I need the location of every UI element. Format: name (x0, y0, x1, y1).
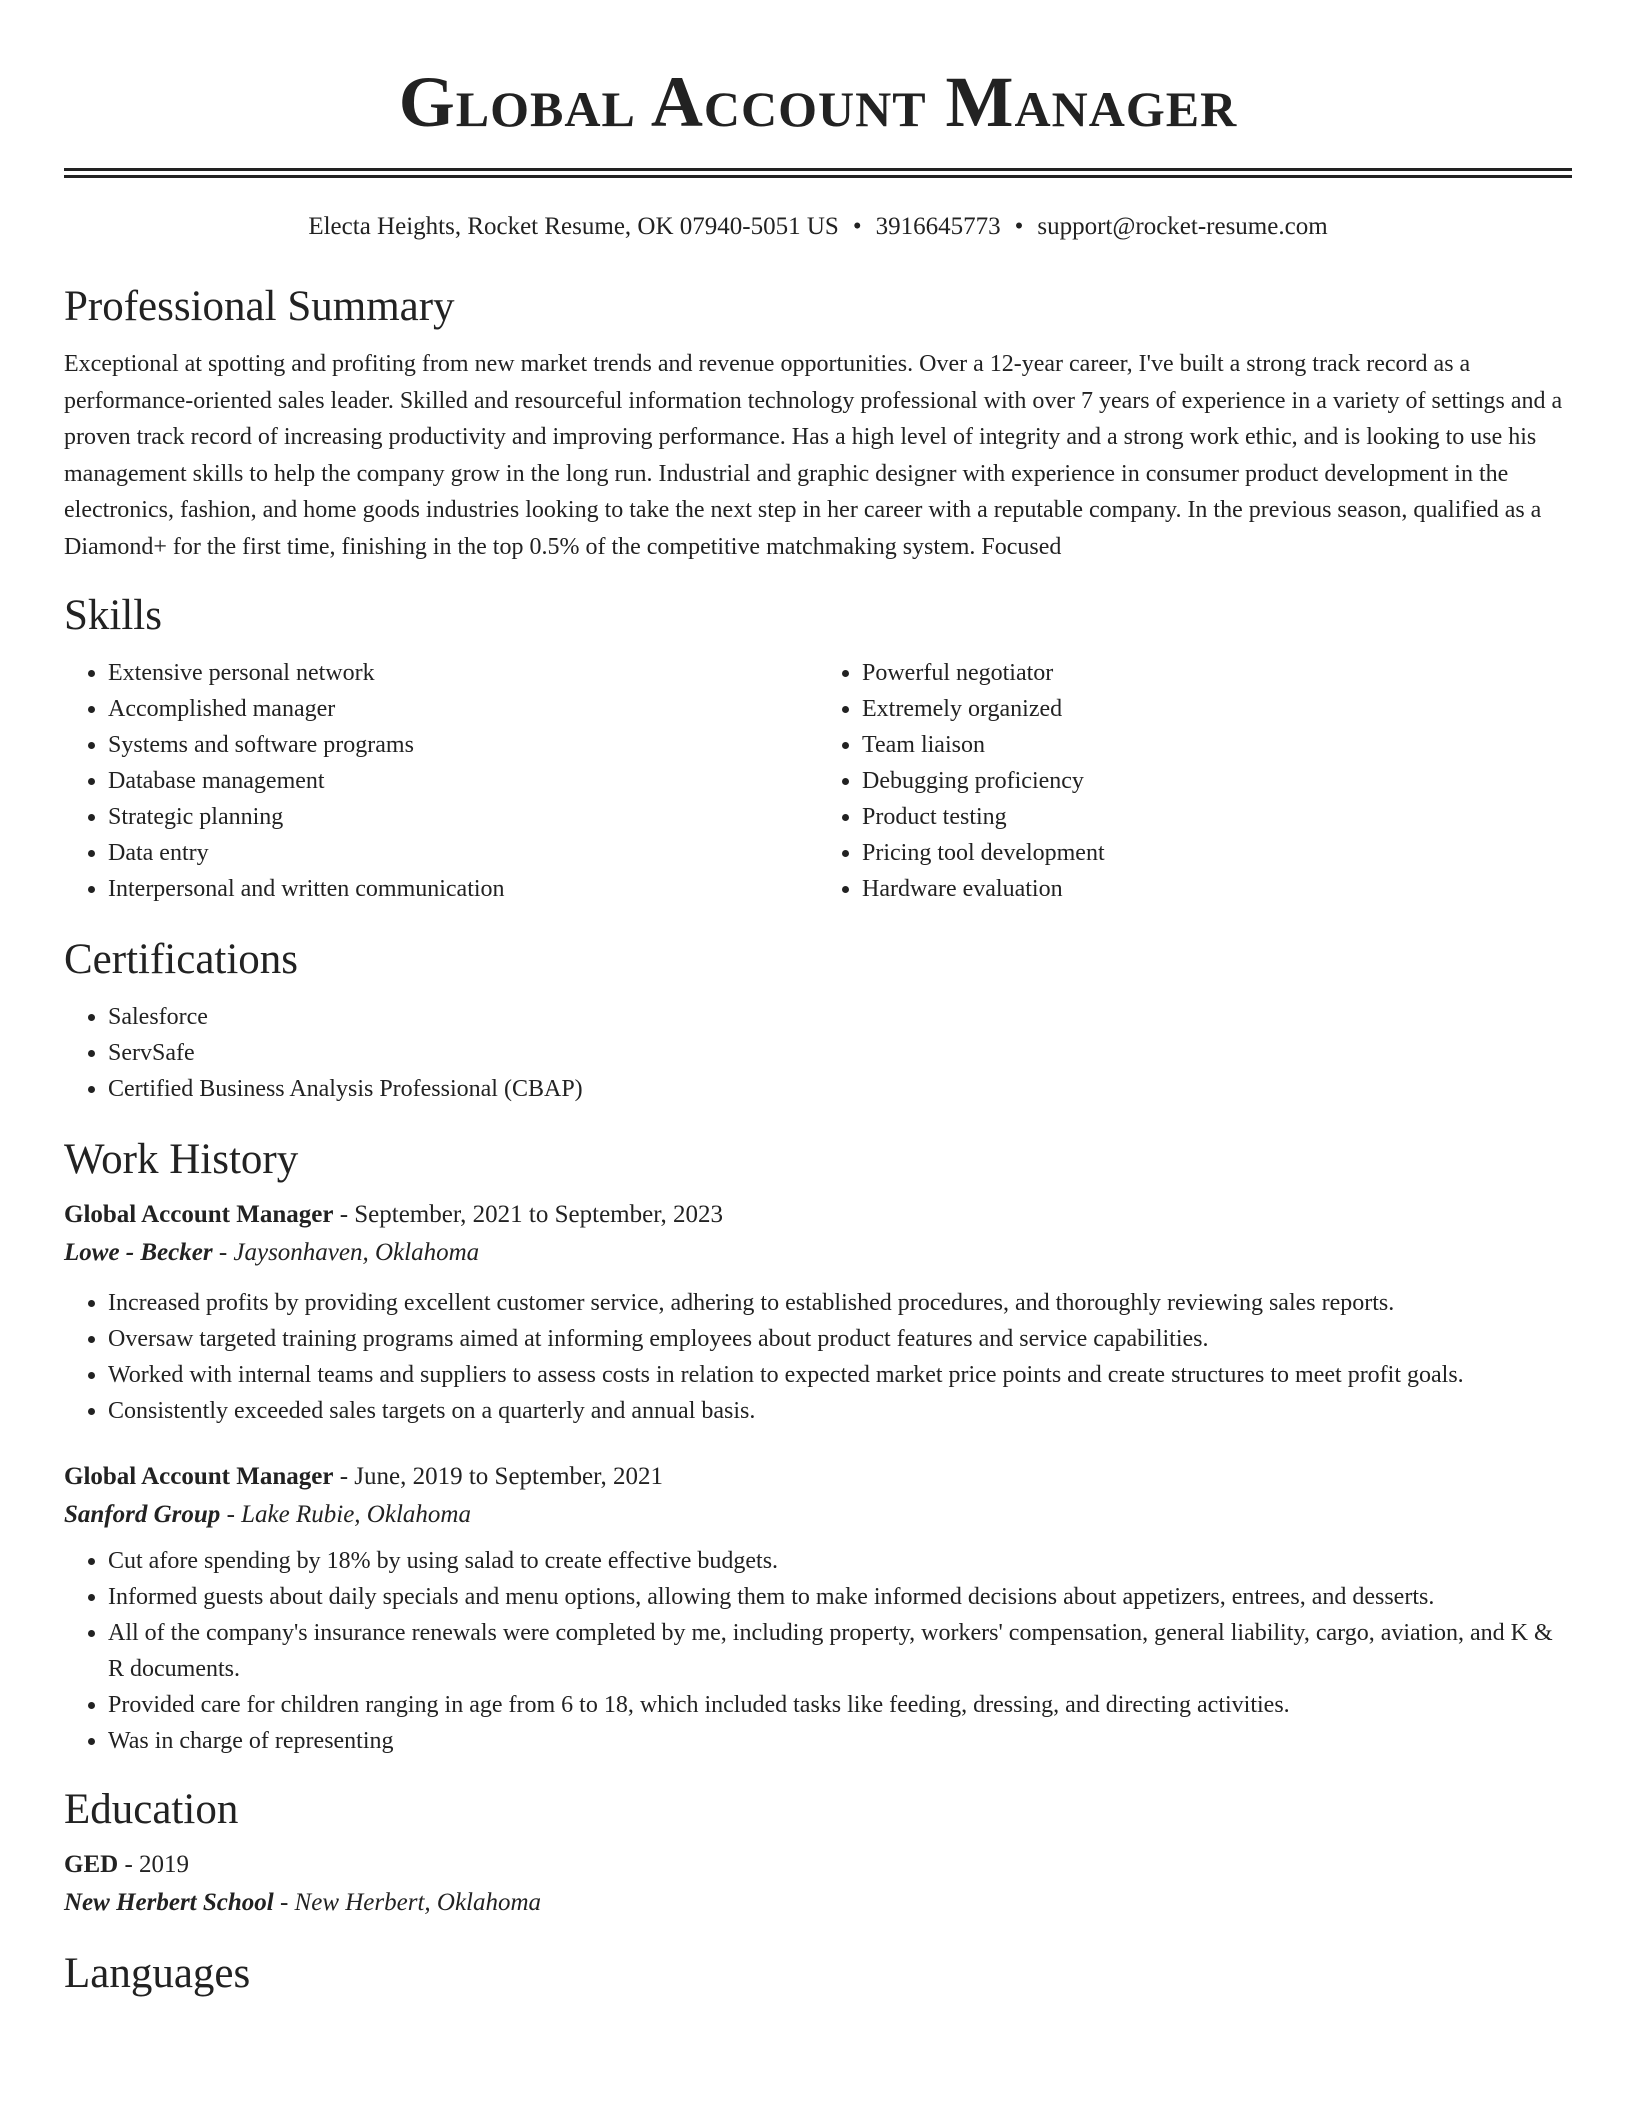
job-bullet: • Was in charge of representing (108, 1723, 1572, 1759)
certifications-heading: Certifications (64, 936, 299, 983)
skills-list-right (818, 655, 1572, 907)
company-name: Lowe - Becker (64, 1239, 213, 1266)
degree-name: GED (64, 1851, 119, 1878)
job-entry (64, 1459, 1572, 1759)
company-line (64, 1495, 1572, 1535)
summary-text: Exceptional at spotting and profiting from new market trends and revenue opportunities. Over a 12-year career, I've built a strong track record as a performance-oriented sales leader. Skilled and resourceful information technology professional with over 7 years of experience in a variety of settings and a proven track record of increasing productivity and improving performance. Has a high level of integrity and a strong work ethic, and is looking to use his management skills to help the company grow in the long run. Industrial and graphic designer with experience in consumer product development in the electronics, fashion, and home goods industries looking to take the next step in her career with a reputable company. In the previous season, qualified as a Diamond+ for the first time, finishing in the top 0.5% of the competitive matchmaking system. Focused (64, 351, 1563, 560)
job-title: Global Account Manager (64, 1201, 334, 1228)
skill-item: • Team liaison (862, 727, 1572, 763)
company-name: Sanford Group (64, 1501, 221, 1528)
summary-heading: Professional Summary (64, 283, 455, 330)
company-location: - Jaysonhaven, Oklahoma (212, 1239, 480, 1266)
contact-email: support@rocket-resume.com (1037, 213, 1328, 240)
certifications-list (64, 999, 1572, 1107)
company-line (64, 1233, 1572, 1273)
skill-item: • Extensive personal network (108, 655, 818, 691)
skill-item: • Pricing tool development (862, 835, 1572, 871)
resume-title: Global Account Manager (398, 62, 1238, 142)
job-title-line (64, 1197, 1572, 1233)
bullet-separator: • (852, 213, 862, 240)
skill-item: • Product testing (862, 799, 1572, 835)
job-bullet: • Oversaw targeted training programs aimed at informing employees about product features and service capabilities. (108, 1321, 1572, 1357)
job-bullet: • All of the company's insurance renewals were completed by me, including property, workers' compensation, general liability, cargo, aviation, and K & R documents. (108, 1615, 1572, 1687)
skills-list-left (64, 655, 818, 907)
skill-item: • Powerful negotiator (862, 655, 1572, 691)
certification-item: • Salesforce (108, 999, 1572, 1035)
school-name: New Herbert School (64, 1889, 274, 1916)
degree-line (64, 1847, 1572, 1883)
title-divider (64, 168, 1572, 178)
job-bullet: • Worked with internal teams and suppliers to assess costs in relation to expected market price points and create structures to meet profit goals. (108, 1357, 1572, 1393)
job-title: Global Account Manager (64, 1463, 334, 1490)
contact-address: Electa Heights, Rocket Resume, OK 07940-5051 US (308, 213, 839, 240)
job-dates: - September, 2021 to September, 2023 (333, 1201, 724, 1228)
contact-line (64, 212, 1572, 242)
job-dates: - June, 2019 to September, 2021 (333, 1463, 663, 1490)
school-location: - New Herbert, Oklahoma (273, 1889, 542, 1916)
skill-item: • Systems and software programs (108, 727, 818, 763)
school-line (64, 1883, 1572, 1923)
job-bullet: • Provided care for children ranging in age from 6 to 18, which included tasks like feeding, dressing, and directing activities. (108, 1687, 1572, 1723)
job-entry (64, 1197, 1572, 1429)
job-bullets (64, 1543, 1572, 1759)
resume-page (64, 0, 1572, 1999)
skill-item: • Interpersonal and written communication (108, 871, 818, 907)
certification-item: • Certified Business Analysis Professional (CBAP) (108, 1071, 1572, 1107)
skill-item: • Debugging proficiency (862, 763, 1572, 799)
skill-item: • Strategic planning (108, 799, 818, 835)
work-history-heading: Work History (64, 1136, 299, 1183)
job-bullet: • Increased profits by providing excellent customer service, adhering to established procedures, and thoroughly reviewing sales reports. (108, 1285, 1572, 1321)
contact-phone: 3916645773 (875, 213, 1001, 240)
degree-year: - 2019 (118, 1851, 190, 1878)
skill-item: • Accomplished manager (108, 691, 818, 727)
skill-item: • Data entry (108, 835, 818, 871)
job-bullets (64, 1285, 1572, 1429)
skill-item: • Extremely organized (862, 691, 1572, 727)
job-bullet: • Cut afore spending by 18% by using salad to create effective budgets. (108, 1543, 1572, 1579)
bullet-separator: • (1014, 213, 1024, 240)
job-bullet: • Consistently exceeded sales targets on a quarterly and annual basis. (108, 1393, 1572, 1429)
skills-heading: Skills (64, 592, 162, 639)
company-location: - Lake Rubie, Oklahoma (220, 1501, 471, 1528)
certification-item: • ServSafe (108, 1035, 1572, 1071)
education-heading: Education (64, 1786, 239, 1833)
skills-columns (64, 655, 1572, 907)
skill-item: • Hardware evaluation (862, 871, 1572, 907)
job-bullet: • Informed guests about daily specials and menu options, allowing them to make informed decisions about appetizers, entrees, and desserts. (108, 1579, 1572, 1615)
languages-heading: Languages (64, 1950, 251, 1997)
skill-item: • Database management (108, 763, 818, 799)
job-title-line (64, 1459, 1572, 1495)
